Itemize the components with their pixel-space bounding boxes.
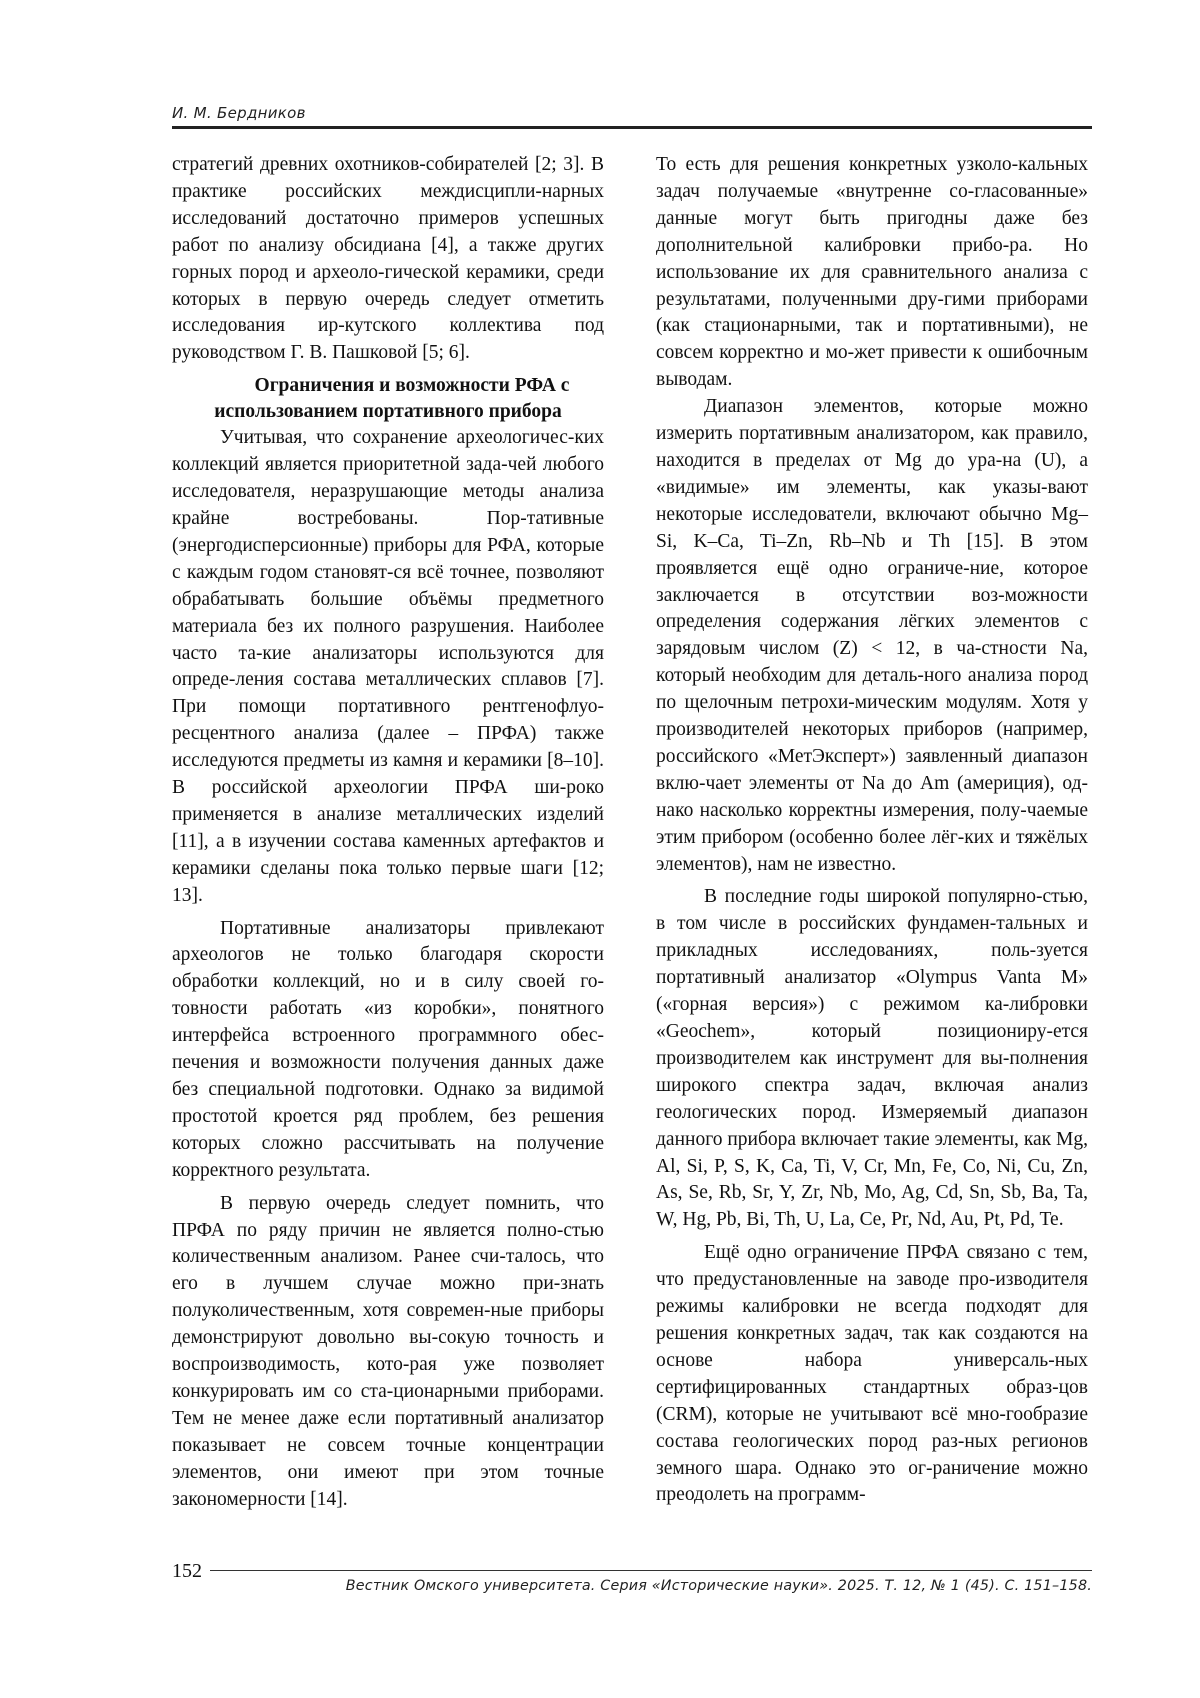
paragraph: Диапазон элементов, которые можно измерить портативным анализатором, как правило, находится в пределах от Mg до ура-на (U), а «видимые» им элементы, как указы-вают некоторые исследователи, включают обычно Mg–Si, K–Ca, Ti–Zn, Rb–Nb и Th [15]. В этом проявляется ещё одно ограниче-ние, которое заключается в отсутствии воз-можности определения содержания лёгких элементов с зарядовым числом (Z) < 12, в ча-стности Na, который необходим для деталь-ного анализа пород по щелочным петрохи-мическим модулям. Хотя у производителей некоторых приборов (например, российского «МетЭксперт») заявленный диапазон вклю-чает элементы от Na до Am (америция), од-нако насколько корректны измерения, полу-чаемые этим прибором (особенно более лёг-ких и тяжёлых элементов), нам не известно. <box>656 396 1088 875</box>
left-column <box>172 152 604 1514</box>
page-number: 152 <box>172 1560 202 1582</box>
section-heading: Ограничения и возможности РФА с использованием портативного прибора <box>214 375 570 423</box>
right-column <box>656 152 1088 1509</box>
paragraph: стратегий древних охотников-собирателей [2; 3]. В практике российских междисципли-нарных исследований достаточно примеров успешных работ по анализу обсидиана [4], а также других горных пород и археоло-гической керамики, среди которых в первую очередь следует отметить исследования ир-кутского коллектива под руководством Г. В. Пашковой [5; 6]. <box>172 154 604 364</box>
paragraph: Ещё одно ограничение ПРФА связано с тем, что предустановленные на заводе про-изводителя режимы калибровки не всегда подходят для решения конкретных задач, так как создаются на основе набора универсаль-ных сертифицированных стандартных образ-цов (CRM), которые не учитывают всё мно-гообразие состава геологических пород раз-ных регионов земного шара. Однако это ог-раничение можно преодолеть на программ- <box>656 1242 1088 1506</box>
journal-citation: Вестник Омского университета. Серия «Исторические науки». 2025. Т. 12, № 1 (45). С. 151–158. <box>345 1578 1092 1594</box>
footer-rule <box>210 1570 1092 1571</box>
header-rule <box>172 126 1092 129</box>
paragraph: То есть для решения конкретных узколо-кальных задач получаемые «внутренне со-гласованные» данные могут быть пригодны даже без дополнительной калибровки прибо-ра. Но использование их для сравнительного анализа с результатами, полученными дру-гими приборами (как стационарными, так и портативными), не совсем корректно и мо-жет привести к ошибочным выводам. <box>656 154 1088 391</box>
running-head-author: И. М. Бердников <box>172 104 306 122</box>
paragraph: Портативные анализаторы привлекают археологов не только благодаря скорости обработки коллекций, но и в силу своей го-товности работать «из коробки», понятного интерфейса встроенного программного обес-печения и возможности получения данных даже без специальной подготовки. Однако за видимой простотой кроется ряд проблем, без решения которых сложно рассчитывать на получение корректного результата. <box>172 917 604 1181</box>
paragraph: В последние годы широкой популярно-стью, в том числе в российских фундамен-тальных и прикладных исследованиях, поль-зуется портативный анализатор «Olympus Vanta M» («горная версия») с режимом ка-либровки «Geochem», который позициониру-ется производителем как инструмент для вы-полнения широкого спектра задач, включая анализ геологических пород. Измеряемый диапазон данного прибора включает такие элементы, как Mg, Al, Si, P, S, K, Ca, Ti, V, Cr, Mn, Fe, Co, Ni, Cu, Zn, As, Se, Rb, Sr, Y, Zr, Nb, Mo, Ag, Cd, Sn, Sb, Ba, Ta, W, Hg, Pb, Bi, Th, U, La, Ce, Pr, Nd, Au, Pt, Pd, Te. <box>656 886 1088 1231</box>
paragraph: В первую очередь следует помнить, что ПРФА по ряду причин не является полно-стью количественным анализом. Ранее счи-талось, что его в лучшем случае можно при-знать полуколичественным, хотя современ-ные приборы демонстрируют довольно вы-сокую точность и воспроизводимость, кото-рая уже позволяет конкурировать им со ста-ционарными приборами. Тем не менее даже если портативный анализатор показывает не совсем точные концентрации элементов, они имеют при этом точные закономерности [14]. <box>172 1192 604 1510</box>
paragraph: Учитывая, что сохранение археологичес-ких коллекций является приоритетной зада-чей любого исследователя, неразрушающие методы анализа крайне востребованы. Пор-тативные (энергодисперсионные) приборы для РФА, которые с каждым годом становят-ся всё точнее, позволяют обрабатывать большие объёмы предметного материала без их полного разрушения. Наиболее часто та-кие анализаторы используются для опреде-ления состава металлических сплавов [7]. При помощи портативного рентгенофлуо-ресцентного анализа (далее – ПРФА) также исследуются предметы из камня и керамики [8–10]. В российской археологии ПРФА ши-роко применяется в анализе металлических изделий [11], а в изучении состава каменных артефактов и керамики сделаны пока только первые шаги [12; 13]. <box>172 427 604 906</box>
